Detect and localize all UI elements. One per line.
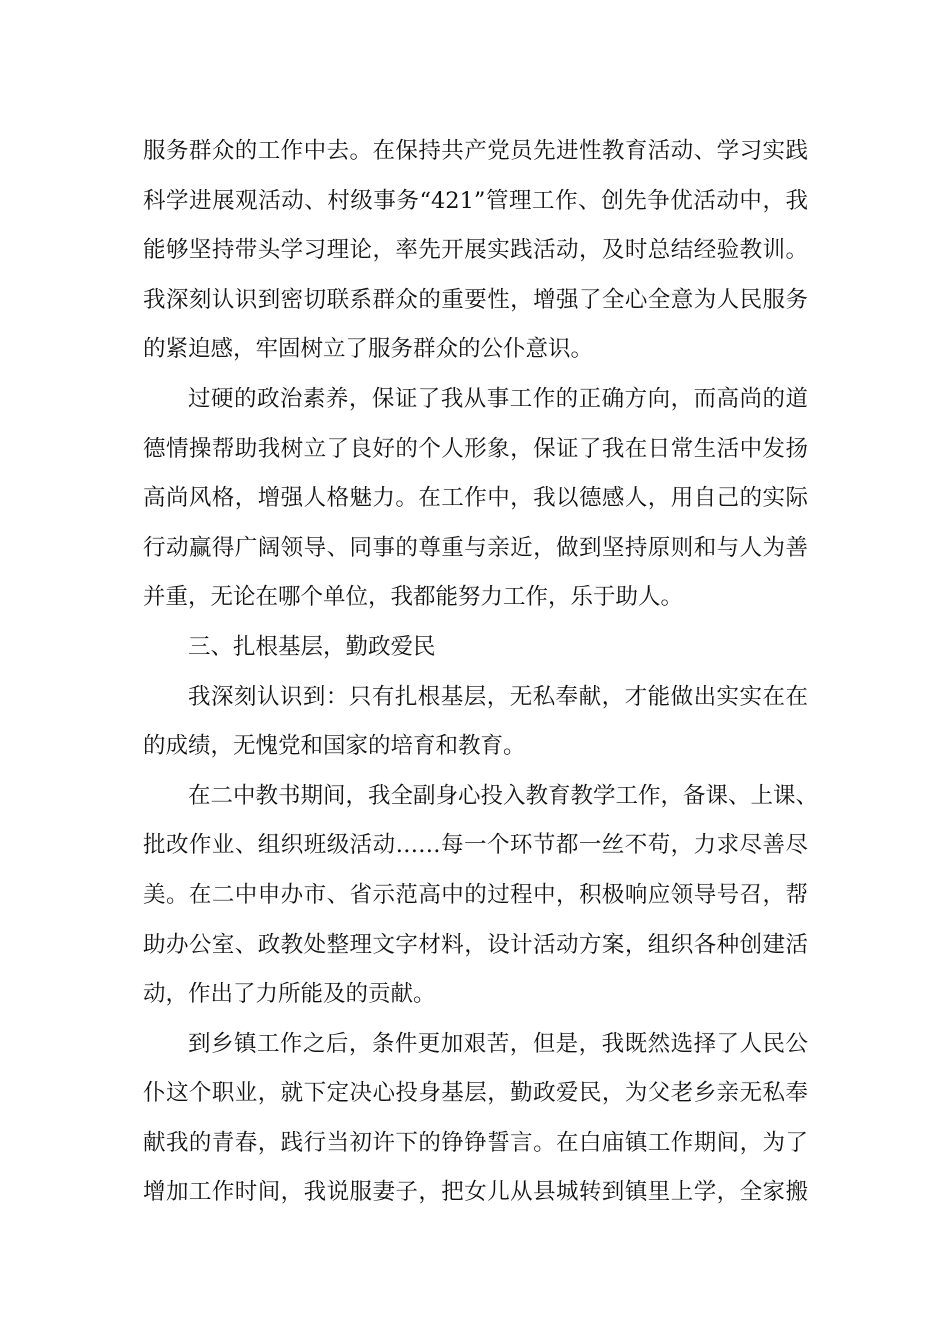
text-line: 献我的青春，践行当初许下的铮铮誓言。在白庙镇工作期间，为了 bbox=[143, 1129, 808, 1156]
section-heading: 三、扎根基层，勤政爱民 bbox=[188, 633, 436, 660]
text-line: 能够坚持带头学习理论，率先开展实践活动，及时总结经验教训。 bbox=[143, 237, 808, 264]
text-line: 科学进展观活动、村级事务“421”管理工作、创先争优活动中，我 bbox=[143, 187, 808, 214]
paragraph-first-line: 过硬的政治素养，保证了我从事工作的正确方向，而高尚的道 bbox=[188, 385, 808, 412]
text-line: 助办公室、政教处整理文字材料，设计活动方案，组织各种创建活 bbox=[143, 931, 808, 958]
text-line: 德情操帮助我树立了良好的个人形象，保证了我在日常生活中发扬 bbox=[143, 435, 808, 462]
text-line: 美。在二中申办市、省示范高中的过程中，积极响应领导号召，帮 bbox=[143, 881, 808, 908]
document-body bbox=[143, 127, 819, 1218]
text-line: 的成绩，无愧党和国家的培育和教育。 bbox=[143, 733, 526, 760]
text-line: 服务群众的工作中去。在保持共产党员先进性教育活动、学习实践 bbox=[143, 138, 808, 164]
text-line: 增加工作时间，我说服妻子，把女儿从县城转到镇里上学，全家搬 bbox=[143, 1179, 808, 1206]
text-line: 的紧迫感，牢固树立了服务群众的公仆意识。 bbox=[143, 336, 594, 363]
text-line: 动，作出了力所能及的贡献。 bbox=[143, 981, 436, 1008]
text-line: 批改作业、组织班级活动……每一个环节都一丝不苟，力求尽善尽 bbox=[143, 832, 808, 859]
text-line: 高尚风格，增强人格魅力。在工作中，我以德感人，用自己的实际 bbox=[143, 485, 808, 512]
paragraph-first-line: 到乡镇工作之后，条件更加艰苦，但是，我既然选择了人民公 bbox=[188, 1030, 808, 1057]
paragraph-first-line: 我深刻认识到：只有扎根基层，无私奉献，才能做出实实在在 bbox=[188, 683, 808, 710]
text-line: 并重，无论在哪个单位，我都能努力工作，乐于助人。 bbox=[143, 584, 684, 611]
text-line: 仆这个职业，就下定决心投身基层，勤政爱民，为父老乡亲无私奉 bbox=[143, 1080, 808, 1107]
text-line: 行动赢得广阔领导、同事的尊重与亲近，做到坚持原则和与人为善 bbox=[143, 534, 808, 561]
text-line: 我深刻认识到密切联系群众的重要性，增强了全心全意为人民服务 bbox=[143, 286, 808, 313]
paragraph-first-line: 在二中教书期间，我全副身心投入教育教学工作，备课、上课、 bbox=[188, 782, 819, 809]
